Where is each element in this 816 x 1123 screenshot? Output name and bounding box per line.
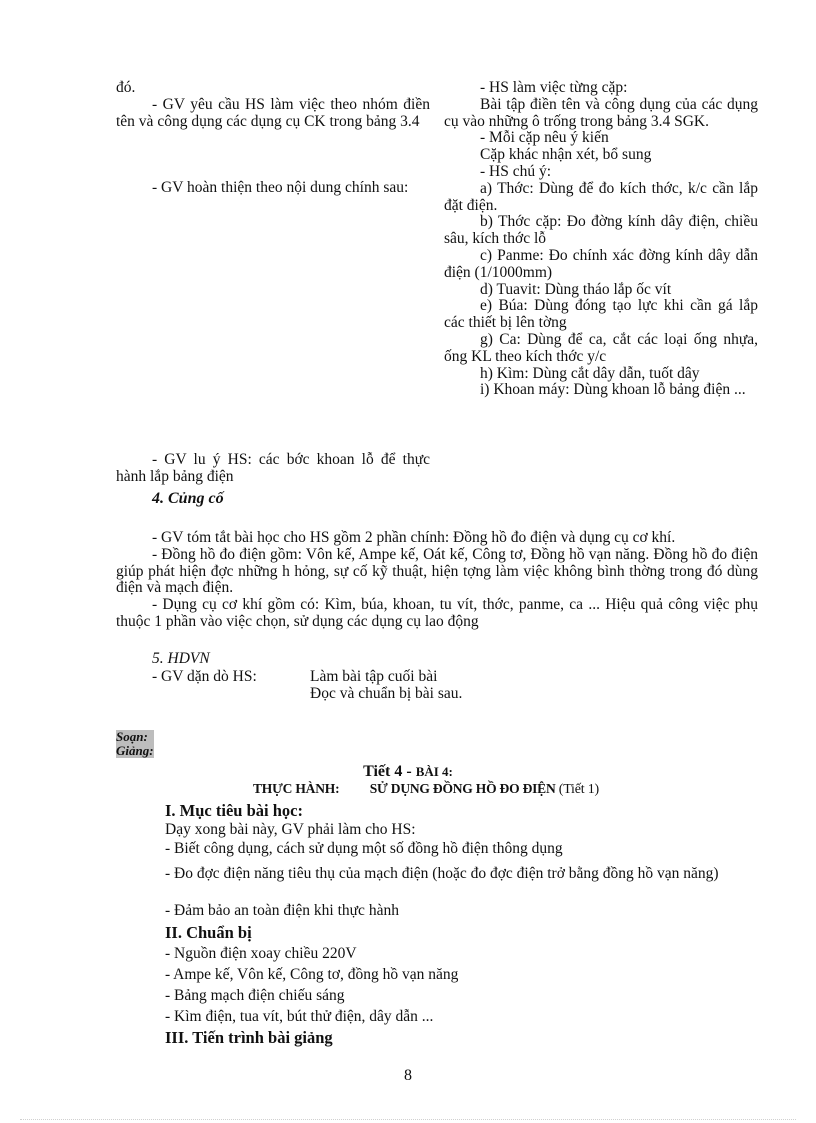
homework-block [152,668,462,702]
giang-label: Giảng: [116,743,154,758]
soan-label: Soạn: [116,730,154,744]
section-5-heading: 5. HDVN [152,650,210,667]
lesson-su-dung: SỬ DỤNG ĐỒNG HỒ ĐO ĐIỆN [369,781,556,796]
lesson-tiet-1: (Tiết 1) [558,782,600,797]
objective-line: - Biết công dụng, cách sử dụng một số đồng hồ điện thông dụng [165,840,563,857]
section-4-body [116,530,758,631]
tool-item: e) Búa: Dùng đóng tạo lực khi cần gá lắp các thiết bị lên tờng [444,297,758,332]
right-text-2: Bài tập điền tên và công dụng của các dụng cụ vào những ô trống trong bảng 3.4 SGK. [444,95,758,130]
preparation-heading: II. Chuẩn bị [165,923,252,942]
tool-item: i) Khoan máy: Dùng khoan lỗ bảng điện ... [480,381,746,399]
lesson-title [253,781,599,798]
section-4-heading: 4. Củng cố [152,490,224,507]
homework-label: - GV dặn dò HS: [152,668,257,685]
right-text-3: - Mỗi cặp nêu ý kiến [480,129,609,147]
preparation-section [165,922,758,1048]
section-4-para: - Đồng hồ đo điện gồm: Vôn kế, Ampe kế, Oát kế, Công tơ, Đồng hồ vạn năng. Đồng hồ đo điện giúp phát hiện đợc những h hỏng, sự cố kỹ thuật, hiện tợng làm việc không bình thờng trong đó dùng điện và mạch điện. [116,545,758,597]
lesson-thuc-hanh: THỰC HÀNH: [253,781,340,796]
left-text-2: - GV yêu cầu HS làm việc theo nhóm điền tên và công dụng các dụng cụ CK trong bảng 3.4 [116,95,430,130]
lesson-number [0,763,816,781]
right-text-5: - HS chú ý: [480,162,552,180]
section-4-para: - GV tóm tắt bài học cho HS gồm 2 phần chính: Đồng hồ đo điện và dụng cụ cơ khí. [152,529,676,546]
tool-item: h) Kìm: Dùng cắt dây dẫn, tuốt dây [480,364,700,382]
tool-item: g) Ca: Dùng để ca, cắt các loại ống nhựa, ống KL theo kích thớc y/c [444,330,758,365]
preparation-line: - Nguồn điện xoay chiều 220V [165,945,357,962]
right-text-4: Cặp khác nhận xét, bổ sung [480,146,652,164]
homework-line-2: Đọc và chuẩn bị bài sau. [310,685,463,702]
left-text-3: - GV hoàn thiện theo nội dung chính sau: [152,179,409,197]
objectives-section [165,801,758,858]
objective-line: - Đảm bảo an toàn điện khi thực hành [165,902,399,919]
objective-wrapped [116,865,758,882]
left-column [116,80,430,197]
objective-line: Dạy xong bài này, GV phải làm cho HS: [165,821,416,838]
tool-item: d) Tuavit: Dùng tháo lắp ốc vít [480,280,672,298]
tool-item: c) Panme: Đo chính xác đờng kính dây dẫn điện (1/1000mm) [444,246,758,281]
right-text-1: - HS làm việc từng cặp: [480,79,628,96]
objective-line: - Đo đợc điện năng tiêu thụ của mạch điện (hoặc đo đợc điện trở bằng đồng hồ vạn năng) [165,865,719,882]
tool-item: b) Thớc cặp: Đo đờng kính dây điện, chiều sâu, kích thớc lỗ [444,213,758,248]
objectives-heading: I. Mục tiêu bài học: [165,801,303,820]
homework-line-1: Làm bài tập cuối bài [310,668,438,685]
page-border [20,1119,796,1120]
objectives-end [165,901,758,920]
preparation-line: - Ampe kế, Vôn kế, Công tơ, đồng hồ vạn năng [165,966,459,983]
tool-item: a) Thớc: Dùng để đo kích thớc, k/c cần lắp đặt điện. [444,179,758,214]
left-note [116,452,430,486]
progress-heading: III. Tiến trình bài giảng [165,1028,333,1047]
left-text-1: đó. [116,79,136,96]
preparation-line: - Kìm điện, tua vít, bút thử điện, dây dẫn ... [165,1008,434,1025]
right-column [444,80,758,399]
section-4-para: - Dụng cụ cơ khí gồm có: Kìm, búa, khoan, tu vít, thớc, panme, ca ... Hiệu quả công việc phụ thuộc 1 phần vào việc chọn, sử dụng các dụng cụ lao động [116,596,758,630]
date-labels [116,730,154,758]
lesson-bai: BÀI 4: [415,764,453,779]
page-number: 8 [404,1067,412,1084]
left-text-4: - GV lu ý HS: các bớc khoan lỗ để thực hành lắp bảng điện [116,451,430,485]
lesson-tiet: Tiết 4 - [363,763,416,780]
preparation-line: - Bảng mạch điện chiếu sáng [165,987,345,1004]
